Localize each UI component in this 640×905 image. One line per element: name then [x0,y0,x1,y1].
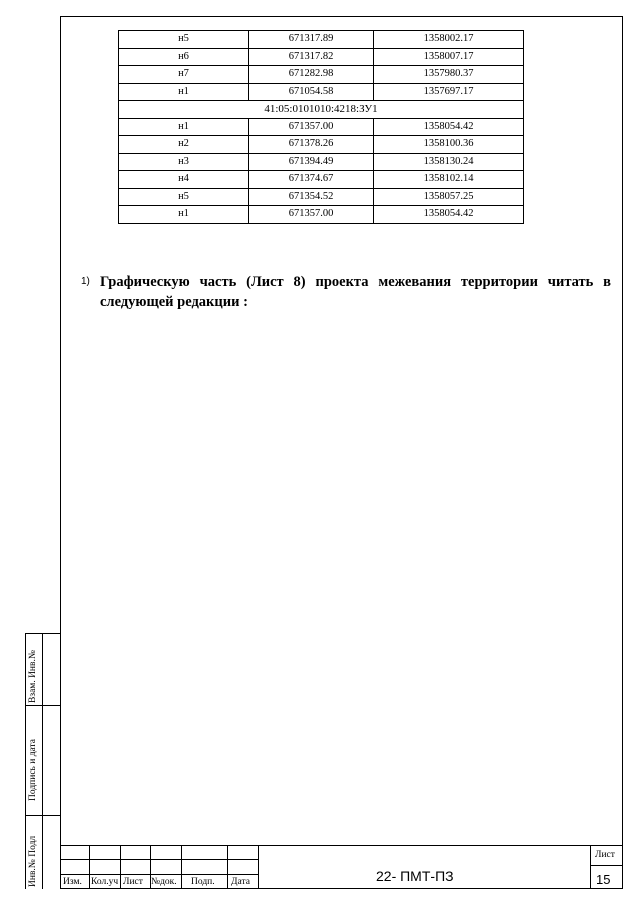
point-name: н1 [119,118,249,136]
point-name: н1 [119,206,249,224]
table-row [119,66,524,84]
coord-x: 671054.58 [249,83,374,101]
coord-x: 671282.98 [249,66,374,84]
coord-y: 1358002.17 [374,31,524,49]
paragraph-text: Графическую часть (Лист 8) проекта межевания территории читать в следующей редакции : [100,274,611,310]
coord-x: 671357.00 [249,118,374,136]
table-row [119,83,524,101]
parcel-row [119,101,524,119]
table-row [119,136,524,154]
table-row [119,206,524,224]
table-row [119,153,524,171]
coord-y: 1357980.37 [374,66,524,84]
data-label: Дата [231,877,250,887]
point-name: н5 [119,31,249,49]
table-row [119,171,524,189]
coord-y: 1358057.25 [374,188,524,206]
side-stamp: Взам. Инв.№ Подпись и дата Инв.№ Подл [25,633,60,889]
table-row [119,31,524,49]
table-row [119,118,524,136]
sheet-number: 15 [596,872,611,887]
n-dok-label: №док. [151,877,177,887]
coordinates-table [118,30,524,224]
table-row [119,188,524,206]
point-name: н5 [119,188,249,206]
paragraph-number: 1) [81,276,90,287]
kol-uch-label: Кол.уч [91,877,119,887]
coord-y: 1357697.17 [374,83,524,101]
coord-x: 671378.26 [249,136,374,154]
point-name: н1 [119,83,249,101]
point-name: н3 [119,153,249,171]
podp-label: Подп. [191,877,215,887]
list-label: Лист [123,877,143,887]
coord-y: 1358007.17 [374,48,524,66]
coord-x: 671394.49 [249,153,374,171]
coord-x: 671317.89 [249,31,374,49]
coord-x: 671354.52 [249,188,374,206]
coord-x: 671357.00 [249,206,374,224]
point-name: н6 [119,48,249,66]
title-block [60,845,623,889]
point-name: н4 [119,171,249,189]
sheet-label: Лист [595,850,615,860]
coord-y: 1358054.42 [374,118,524,136]
coord-y: 1358100.36 [374,136,524,154]
coord-y: 1358054.42 [374,206,524,224]
izm-label: Изм. [63,877,82,887]
point-name: н7 [119,66,249,84]
coord-x: 671317.82 [249,48,374,66]
amendment-paragraph [81,272,611,312]
coord-y: 1358102.14 [374,171,524,189]
parcel-number: 41:05:0101010:4218:ЗУ1 [119,101,524,119]
coord-y: 1358130.24 [374,153,524,171]
point-name: н2 [119,136,249,154]
document-code: 22- ПМТ-ПЗ [376,868,454,884]
coord-x: 671374.67 [249,171,374,189]
table-row [119,48,524,66]
